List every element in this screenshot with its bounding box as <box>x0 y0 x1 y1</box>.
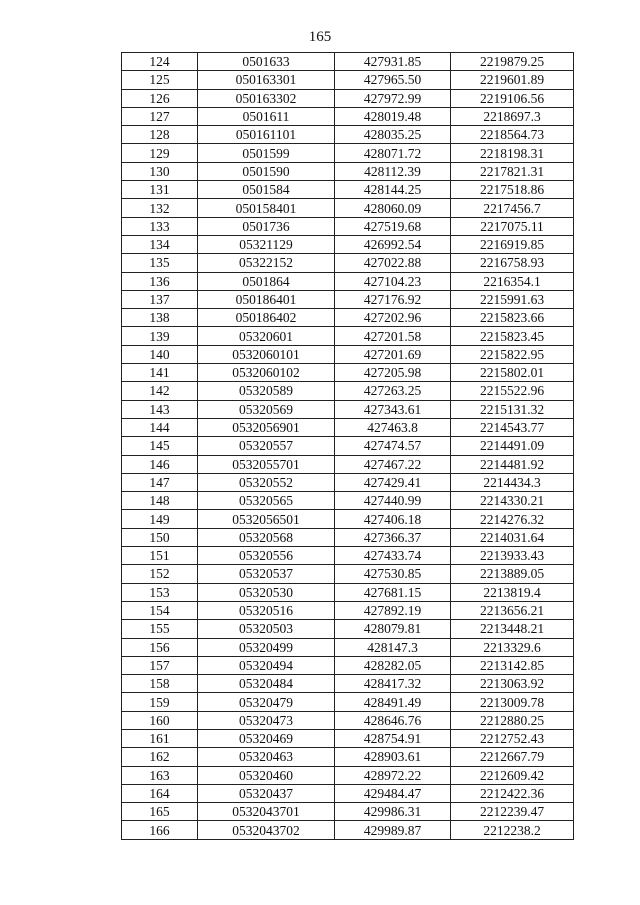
point-number-cell: 158 <box>122 675 198 693</box>
y-coordinate-cell: 2212238.2 <box>451 821 574 839</box>
point-number-cell: 155 <box>122 620 198 638</box>
x-coordinate-cell: 427681.15 <box>335 583 451 601</box>
point-number-cell: 139 <box>122 327 198 345</box>
y-coordinate-cell: 2215522.96 <box>451 382 574 400</box>
point-number-cell: 125 <box>122 71 198 89</box>
x-coordinate-cell: 427467.22 <box>335 455 451 473</box>
y-coordinate-cell: 2213329.6 <box>451 638 574 656</box>
x-coordinate-cell: 427965.50 <box>335 71 451 89</box>
point-number-cell: 126 <box>122 89 198 107</box>
x-coordinate-cell: 428071.72 <box>335 144 451 162</box>
table-row <box>122 71 574 89</box>
point-id-cell: 05320479 <box>198 693 335 711</box>
x-coordinate-cell: 428019.48 <box>335 107 451 125</box>
point-number-cell: 137 <box>122 290 198 308</box>
table-row <box>122 711 574 729</box>
x-coordinate-cell: 428972.22 <box>335 766 451 784</box>
point-id-cell: 050186401 <box>198 290 335 308</box>
point-id-cell: 05320484 <box>198 675 335 693</box>
point-id-cell: 050186402 <box>198 309 335 327</box>
table-row <box>122 290 574 308</box>
point-number-cell: 154 <box>122 601 198 619</box>
x-coordinate-cell: 427429.41 <box>335 473 451 491</box>
x-coordinate-cell: 427176.92 <box>335 290 451 308</box>
table-row <box>122 601 574 619</box>
table-row <box>122 382 574 400</box>
table-row <box>122 89 574 107</box>
point-number-cell: 129 <box>122 144 198 162</box>
page-number: 165 <box>308 29 332 45</box>
point-id-cell: 05320589 <box>198 382 335 400</box>
y-coordinate-cell: 2213656.21 <box>451 601 574 619</box>
x-coordinate-cell: 427406.18 <box>335 510 451 528</box>
x-coordinate-cell: 427263.25 <box>335 382 451 400</box>
y-coordinate-cell: 2214031.64 <box>451 528 574 546</box>
table-row <box>122 126 574 144</box>
y-coordinate-cell: 2214543.77 <box>451 418 574 436</box>
point-number-cell: 164 <box>122 784 198 802</box>
y-coordinate-cell: 2215991.63 <box>451 290 574 308</box>
point-number-cell: 124 <box>122 53 198 71</box>
y-coordinate-cell: 2214491.09 <box>451 437 574 455</box>
y-coordinate-cell: 2213933.43 <box>451 547 574 565</box>
table-row <box>122 729 574 747</box>
y-coordinate-cell: 2218564.73 <box>451 126 574 144</box>
point-id-cell: 0532043701 <box>198 803 335 821</box>
table-row <box>122 144 574 162</box>
y-coordinate-cell: 2212752.43 <box>451 729 574 747</box>
x-coordinate-cell: 427433.74 <box>335 547 451 565</box>
table-row <box>122 510 574 528</box>
point-number-cell: 138 <box>122 309 198 327</box>
table-row <box>122 345 574 363</box>
point-number-cell: 143 <box>122 400 198 418</box>
point-number-cell: 134 <box>122 235 198 253</box>
table-row <box>122 803 574 821</box>
point-id-cell: 05320463 <box>198 748 335 766</box>
point-number-cell: 149 <box>122 510 198 528</box>
y-coordinate-cell: 2216758.93 <box>451 254 574 272</box>
table-row <box>122 547 574 565</box>
y-coordinate-cell: 2215131.32 <box>451 400 574 418</box>
table-row <box>122 107 574 125</box>
table-row <box>122 327 574 345</box>
x-coordinate-cell: 427104.23 <box>335 272 451 290</box>
point-number-cell: 136 <box>122 272 198 290</box>
table-row <box>122 455 574 473</box>
x-coordinate-cell: 427463.8 <box>335 418 451 436</box>
y-coordinate-cell: 2217518.86 <box>451 181 574 199</box>
point-id-cell: 05320503 <box>198 620 335 638</box>
point-id-cell: 050163302 <box>198 89 335 107</box>
table-row <box>122 675 574 693</box>
table-row <box>122 620 574 638</box>
table-row <box>122 162 574 180</box>
point-id-cell: 0501590 <box>198 162 335 180</box>
y-coordinate-cell: 2216354.1 <box>451 272 574 290</box>
point-number-cell: 142 <box>122 382 198 400</box>
table-row <box>122 492 574 510</box>
y-coordinate-cell: 2212667.79 <box>451 748 574 766</box>
y-coordinate-cell: 2213448.21 <box>451 620 574 638</box>
table-row <box>122 748 574 766</box>
point-number-cell: 146 <box>122 455 198 473</box>
x-coordinate-cell: 427440.99 <box>335 492 451 510</box>
x-coordinate-cell: 428903.61 <box>335 748 451 766</box>
point-id-cell: 0501633 <box>198 53 335 71</box>
point-id-cell: 050158401 <box>198 199 335 217</box>
point-id-cell: 05320473 <box>198 711 335 729</box>
point-id-cell: 0501864 <box>198 272 335 290</box>
table-row <box>122 656 574 674</box>
table-row <box>122 254 574 272</box>
x-coordinate-cell: 429484.47 <box>335 784 451 802</box>
x-coordinate-cell: 428646.76 <box>335 711 451 729</box>
point-number-cell: 145 <box>122 437 198 455</box>
point-number-cell: 162 <box>122 748 198 766</box>
table-body <box>122 53 574 840</box>
point-id-cell: 050161101 <box>198 126 335 144</box>
x-coordinate-cell: 428417.32 <box>335 675 451 693</box>
x-coordinate-cell: 428754.91 <box>335 729 451 747</box>
y-coordinate-cell: 2213819.4 <box>451 583 574 601</box>
x-coordinate-cell: 429986.31 <box>335 803 451 821</box>
point-number-cell: 130 <box>122 162 198 180</box>
table-row <box>122 235 574 253</box>
y-coordinate-cell: 2218198.31 <box>451 144 574 162</box>
point-id-cell: 05322152 <box>198 254 335 272</box>
table-row <box>122 181 574 199</box>
point-number-cell: 165 <box>122 803 198 821</box>
point-number-cell: 128 <box>122 126 198 144</box>
x-coordinate-cell: 428147.3 <box>335 638 451 656</box>
y-coordinate-cell: 2213142.85 <box>451 656 574 674</box>
coordinates-table <box>121 52 574 840</box>
point-id-cell: 0501584 <box>198 181 335 199</box>
x-coordinate-cell: 427343.61 <box>335 400 451 418</box>
table-row <box>122 217 574 235</box>
y-coordinate-cell: 2212239.47 <box>451 803 574 821</box>
point-number-cell: 141 <box>122 364 198 382</box>
point-id-cell: 05320437 <box>198 784 335 802</box>
point-number-cell: 135 <box>122 254 198 272</box>
point-id-cell: 0532060101 <box>198 345 335 363</box>
x-coordinate-cell: 427972.99 <box>335 89 451 107</box>
table-row <box>122 638 574 656</box>
point-id-cell: 0532043702 <box>198 821 335 839</box>
y-coordinate-cell: 2213009.78 <box>451 693 574 711</box>
table-row <box>122 437 574 455</box>
table-row <box>122 766 574 784</box>
x-coordinate-cell: 427201.69 <box>335 345 451 363</box>
x-coordinate-cell: 428035.25 <box>335 126 451 144</box>
x-coordinate-cell: 427201.58 <box>335 327 451 345</box>
y-coordinate-cell: 2217456.7 <box>451 199 574 217</box>
point-id-cell: 05320469 <box>198 729 335 747</box>
table-row <box>122 199 574 217</box>
x-coordinate-cell: 428112.39 <box>335 162 451 180</box>
y-coordinate-cell: 2213063.92 <box>451 675 574 693</box>
y-coordinate-cell: 2217821.31 <box>451 162 574 180</box>
point-id-cell: 05320601 <box>198 327 335 345</box>
point-id-cell: 05320557 <box>198 437 335 455</box>
table-row <box>122 784 574 802</box>
x-coordinate-cell: 427519.68 <box>335 217 451 235</box>
y-coordinate-cell: 2215823.66 <box>451 309 574 327</box>
point-id-cell: 050163301 <box>198 71 335 89</box>
point-number-cell: 140 <box>122 345 198 363</box>
table-row <box>122 693 574 711</box>
x-coordinate-cell: 427202.96 <box>335 309 451 327</box>
x-coordinate-cell: 429989.87 <box>335 821 451 839</box>
point-number-cell: 156 <box>122 638 198 656</box>
point-id-cell: 0501736 <box>198 217 335 235</box>
y-coordinate-cell: 2215823.45 <box>451 327 574 345</box>
table-row <box>122 528 574 546</box>
y-coordinate-cell: 2216919.85 <box>451 235 574 253</box>
point-number-cell: 157 <box>122 656 198 674</box>
x-coordinate-cell: 428079.81 <box>335 620 451 638</box>
y-coordinate-cell: 2219879.25 <box>451 53 574 71</box>
x-coordinate-cell: 427474.57 <box>335 437 451 455</box>
y-coordinate-cell: 2219106.56 <box>451 89 574 107</box>
point-number-cell: 127 <box>122 107 198 125</box>
table-row <box>122 364 574 382</box>
point-number-cell: 160 <box>122 711 198 729</box>
x-coordinate-cell: 427022.88 <box>335 254 451 272</box>
y-coordinate-cell: 2219601.89 <box>451 71 574 89</box>
point-number-cell: 166 <box>122 821 198 839</box>
y-coordinate-cell: 2215802.01 <box>451 364 574 382</box>
point-id-cell: 05320569 <box>198 400 335 418</box>
point-number-cell: 131 <box>122 181 198 199</box>
y-coordinate-cell: 2218697.3 <box>451 107 574 125</box>
table-row <box>122 418 574 436</box>
point-number-cell: 144 <box>122 418 198 436</box>
x-coordinate-cell: 427205.98 <box>335 364 451 382</box>
point-id-cell: 05320565 <box>198 492 335 510</box>
y-coordinate-cell: 2212609.42 <box>451 766 574 784</box>
point-id-cell: 05320460 <box>198 766 335 784</box>
point-number-cell: 133 <box>122 217 198 235</box>
y-coordinate-cell: 2217075.11 <box>451 217 574 235</box>
point-number-cell: 152 <box>122 565 198 583</box>
table-row <box>122 583 574 601</box>
table-row <box>122 821 574 839</box>
y-coordinate-cell: 2214330.21 <box>451 492 574 510</box>
y-coordinate-cell: 2215822.95 <box>451 345 574 363</box>
table-row <box>122 400 574 418</box>
point-number-cell: 148 <box>122 492 198 510</box>
y-coordinate-cell: 2214276.32 <box>451 510 574 528</box>
point-id-cell: 05320556 <box>198 547 335 565</box>
point-id-cell: 0501599 <box>198 144 335 162</box>
table-row <box>122 473 574 491</box>
x-coordinate-cell: 427931.85 <box>335 53 451 71</box>
point-number-cell: 153 <box>122 583 198 601</box>
point-id-cell: 05320537 <box>198 565 335 583</box>
point-id-cell: 0532060102 <box>198 364 335 382</box>
y-coordinate-cell: 2212880.25 <box>451 711 574 729</box>
x-coordinate-cell: 426992.54 <box>335 235 451 253</box>
y-coordinate-cell: 2212422.36 <box>451 784 574 802</box>
table-row <box>122 272 574 290</box>
x-coordinate-cell: 428144.25 <box>335 181 451 199</box>
point-number-cell: 161 <box>122 729 198 747</box>
table-row <box>122 565 574 583</box>
y-coordinate-cell: 2213889.05 <box>451 565 574 583</box>
point-number-cell: 163 <box>122 766 198 784</box>
point-id-cell: 0532055701 <box>198 455 335 473</box>
point-number-cell: 151 <box>122 547 198 565</box>
x-coordinate-cell: 427366.37 <box>335 528 451 546</box>
point-id-cell: 0501611 <box>198 107 335 125</box>
point-number-cell: 159 <box>122 693 198 711</box>
x-coordinate-cell: 427892.19 <box>335 601 451 619</box>
table-row <box>122 53 574 71</box>
point-id-cell: 05320499 <box>198 638 335 656</box>
y-coordinate-cell: 2214434.3 <box>451 473 574 491</box>
point-id-cell: 0532056501 <box>198 510 335 528</box>
point-id-cell: 05320494 <box>198 656 335 674</box>
x-coordinate-cell: 427530.85 <box>335 565 451 583</box>
table-row <box>122 309 574 327</box>
point-id-cell: 05320568 <box>198 528 335 546</box>
x-coordinate-cell: 428060.09 <box>335 199 451 217</box>
x-coordinate-cell: 428491.49 <box>335 693 451 711</box>
point-id-cell: 05320530 <box>198 583 335 601</box>
point-number-cell: 132 <box>122 199 198 217</box>
x-coordinate-cell: 428282.05 <box>335 656 451 674</box>
point-id-cell: 05320552 <box>198 473 335 491</box>
point-id-cell: 0532056901 <box>198 418 335 436</box>
point-number-cell: 150 <box>122 528 198 546</box>
point-id-cell: 05320516 <box>198 601 335 619</box>
point-number-cell: 147 <box>122 473 198 491</box>
y-coordinate-cell: 2214481.92 <box>451 455 574 473</box>
point-id-cell: 05321129 <box>198 235 335 253</box>
